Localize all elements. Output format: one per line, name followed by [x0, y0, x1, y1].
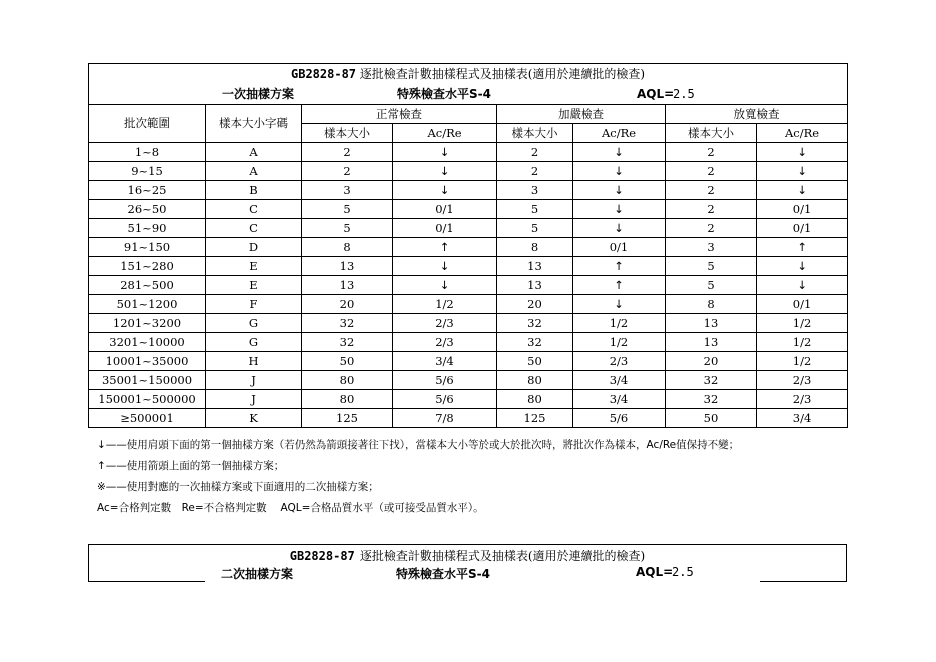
cell-normal-size: 20: [302, 295, 393, 314]
table-row: [89, 200, 848, 219]
cell-code-letter: A: [206, 162, 302, 181]
cell-batch-range: 9~15: [89, 162, 206, 181]
cell-reduced-acre: ↓: [757, 276, 848, 295]
header-normal: 正常檢查: [302, 105, 497, 124]
table-row: [89, 409, 848, 428]
table-row: [89, 390, 848, 409]
cell-reduced-acre: 1/2: [757, 333, 848, 352]
note-reference-mark: ※——使用對應的一次抽樣方案或下面適用的二次抽樣方案；: [97, 481, 379, 493]
cell-tightened-size: 13: [497, 257, 573, 276]
cell-batch-range: 1~8: [89, 143, 206, 162]
cell-reduced-acre: 3/4: [757, 409, 848, 428]
cell-normal-size: 13: [302, 276, 393, 295]
cell-normal-size: 80: [302, 390, 393, 409]
table-single-plan: [88, 63, 848, 428]
cell-batch-range: 35001~150000: [89, 371, 206, 390]
note-up-arrow: ↑——使用箭頭上面的第一個抽樣方案；: [97, 460, 285, 472]
cell-batch-range: 91~150: [89, 238, 206, 257]
cell-normal-acre: 2/3: [393, 314, 497, 333]
header-tightened: 加嚴檢查: [497, 105, 666, 124]
cell-reduced-size: 5: [666, 276, 757, 295]
cell-tightened-acre: ↓: [573, 200, 666, 219]
cell-batch-range: 501~1200: [89, 295, 206, 314]
cell-normal-size: 2: [302, 162, 393, 181]
table2-title: [88, 544, 847, 564]
table-body: [89, 143, 848, 428]
cell-reduced-size: 2: [666, 219, 757, 238]
cell-normal-size: 8: [302, 238, 393, 257]
cell-code-letter: C: [206, 200, 302, 219]
table2-standard-code: GB2828-87: [289, 549, 355, 563]
table2-inspection-level: 特殊檢查水平S-4: [396, 567, 490, 581]
table-row: [89, 314, 848, 333]
table-title: [89, 64, 848, 86]
inspection-level: 特殊檢查水平S-4: [397, 87, 491, 101]
cell-tightened-acre: ↓: [573, 181, 666, 200]
cell-normal-acre: 7/8: [393, 409, 497, 428]
cell-batch-range: 151~280: [89, 257, 206, 276]
cell-reduced-size: 5: [666, 257, 757, 276]
table-row: [89, 181, 848, 200]
cell-normal-size: 5: [302, 219, 393, 238]
cell-reduced-size: 2: [666, 200, 757, 219]
cell-reduced-size: 8: [666, 295, 757, 314]
table-row: [89, 352, 848, 371]
cell-normal-acre: 0/1: [393, 219, 497, 238]
cell-tightened-size: 125: [497, 409, 573, 428]
header-reduced-size: 樣本大小: [666, 124, 757, 143]
cell-normal-acre: 3/4: [393, 352, 497, 371]
sampling-table-double: [88, 544, 847, 583]
cell-reduced-size: 3: [666, 238, 757, 257]
header-batch-range: 批次範圍: [89, 105, 206, 143]
header-reduced-acre: Ac/Re: [757, 124, 848, 143]
cell-reduced-size: 50: [666, 409, 757, 428]
cell-tightened-acre: 3/4: [573, 390, 666, 409]
cell-tightened-acre: 1/2: [573, 314, 666, 333]
table2-right-border: [846, 563, 847, 582]
cell-reduced-acre: 0/1: [757, 200, 848, 219]
cell-reduced-size: 2: [666, 143, 757, 162]
aql-value: 2.5: [673, 87, 695, 101]
cell-reduced-acre: ↓: [757, 257, 848, 276]
cell-tightened-size: 80: [497, 390, 573, 409]
cell-normal-size: 50: [302, 352, 393, 371]
cell-normal-size: 2: [302, 143, 393, 162]
cell-batch-range: 51~90: [89, 219, 206, 238]
cell-code-letter: E: [206, 276, 302, 295]
cell-normal-size: 13: [302, 257, 393, 276]
header-reduced: 放寬檢查: [666, 105, 848, 124]
cell-reduced-size: 32: [666, 390, 757, 409]
cell-tightened-size: 20: [497, 295, 573, 314]
cell-tightened-acre: 3/4: [573, 371, 666, 390]
cell-tightened-acre: ↓: [573, 219, 666, 238]
table2-title-text: 逐批檢查計數抽樣程式及抽樣表(適用於連續批的檢查): [359, 549, 646, 563]
cell-reduced-acre: ↓: [757, 181, 848, 200]
cell-reduced-size: 2: [666, 181, 757, 200]
plan-type: 一次抽樣方案: [222, 87, 295, 101]
table2-left-border: [88, 563, 89, 582]
cell-reduced-acre: 2/3: [757, 371, 848, 390]
table-row: [89, 238, 848, 257]
cell-tightened-size: 3: [497, 181, 573, 200]
cell-tightened-size: 5: [497, 219, 573, 238]
cell-normal-acre: ↓: [393, 276, 497, 295]
cell-tightened-acre: 1/2: [573, 333, 666, 352]
cell-code-letter: G: [206, 333, 302, 352]
sampling-table-single: [88, 63, 847, 428]
table-row: [89, 295, 848, 314]
header-tightened-size: 樣本大小: [497, 124, 573, 143]
cell-normal-acre: 1/2: [393, 295, 497, 314]
cell-code-letter: H: [206, 352, 302, 371]
cell-tightened-acre: ↑: [573, 257, 666, 276]
table2-underline-left: [88, 581, 205, 582]
cell-tightened-acre: 2/3: [573, 352, 666, 371]
cell-tightened-size: 32: [497, 333, 573, 352]
cell-reduced-size: 2: [666, 162, 757, 181]
cell-normal-acre: 2/3: [393, 333, 497, 352]
header-tightened-acre: Ac/Re: [573, 124, 666, 143]
cell-reduced-size: 32: [666, 371, 757, 390]
cell-tightened-acre: 5/6: [573, 409, 666, 428]
cell-tightened-acre: ↓: [573, 143, 666, 162]
cell-reduced-acre: 0/1: [757, 219, 848, 238]
table-title-text: 逐批檢查計數抽樣程式及抽樣表(適用於連續批的檢查): [359, 67, 646, 81]
cell-reduced-acre: ↓: [757, 143, 848, 162]
table-row: [89, 162, 848, 181]
table2-aql-label: AQL=: [636, 565, 674, 579]
cell-reduced-size: 13: [666, 314, 757, 333]
table-subtitle: [89, 85, 848, 105]
cell-batch-range: 16~25: [89, 181, 206, 200]
cell-normal-acre: 5/6: [393, 371, 497, 390]
cell-reduced-acre: 2/3: [757, 390, 848, 409]
cell-normal-acre: ↑: [393, 238, 497, 257]
cell-reduced-size: 20: [666, 352, 757, 371]
cell-reduced-acre: ↑: [757, 238, 848, 257]
cell-tightened-size: 5: [497, 200, 573, 219]
aql-label: AQL=: [637, 87, 675, 101]
cell-batch-range: 10001~35000: [89, 352, 206, 371]
header-normal-acre: Ac/Re: [393, 124, 497, 143]
cell-batch-range: 1201~3200: [89, 314, 206, 333]
cell-code-letter: K: [206, 409, 302, 428]
cell-normal-acre: ↓: [393, 143, 497, 162]
cell-code-letter: J: [206, 390, 302, 409]
table-row: [89, 257, 848, 276]
cell-tightened-size: 80: [497, 371, 573, 390]
standard-code: GB2828-87: [291, 67, 357, 81]
note-abbreviations: Ac=合格判定數 Re=不合格判定數 AQL=合格品質水平（或可接受品質水平）。: [97, 502, 484, 514]
cell-normal-size: 32: [302, 314, 393, 333]
cell-code-letter: F: [206, 295, 302, 314]
cell-reduced-size: 13: [666, 333, 757, 352]
cell-normal-size: 125: [302, 409, 393, 428]
cell-tightened-acre: ↓: [573, 162, 666, 181]
notes: [97, 438, 739, 522]
cell-tightened-size: 2: [497, 162, 573, 181]
cell-reduced-acre: ↓: [757, 162, 848, 181]
table-row: [89, 276, 848, 295]
table-row: [89, 219, 848, 238]
cell-code-letter: J: [206, 371, 302, 390]
cell-reduced-acre: 1/2: [757, 352, 848, 371]
cell-tightened-size: 2: [497, 143, 573, 162]
table-row: [89, 333, 848, 352]
cell-normal-acre: ↓: [393, 162, 497, 181]
table2-underline-right: [760, 581, 847, 582]
cell-code-letter: B: [206, 181, 302, 200]
cell-reduced-acre: 0/1: [757, 295, 848, 314]
cell-normal-size: 5: [302, 200, 393, 219]
cell-code-letter: A: [206, 143, 302, 162]
cell-normal-size: 80: [302, 371, 393, 390]
table2-aql-value: 2.5: [672, 565, 694, 579]
cell-tightened-size: 50: [497, 352, 573, 371]
cell-code-letter: G: [206, 314, 302, 333]
cell-normal-size: 3: [302, 181, 393, 200]
cell-normal-size: 32: [302, 333, 393, 352]
table-row: [89, 143, 848, 162]
header-normal-size: 樣本大小: [302, 124, 393, 143]
cell-normal-acre: 5/6: [393, 390, 497, 409]
cell-code-letter: C: [206, 219, 302, 238]
cell-tightened-acre: ↑: [573, 276, 666, 295]
cell-tightened-size: 32: [497, 314, 573, 333]
header-code-letter: 樣本大小字碼: [206, 105, 302, 143]
cell-tightened-size: 13: [497, 276, 573, 295]
cell-batch-range: 281~500: [89, 276, 206, 295]
cell-normal-acre: 0/1: [393, 200, 497, 219]
cell-tightened-acre: 0/1: [573, 238, 666, 257]
cell-batch-range: ≥500001: [89, 409, 206, 428]
cell-code-letter: E: [206, 257, 302, 276]
cell-tightened-size: 8: [497, 238, 573, 257]
cell-normal-acre: ↓: [393, 257, 497, 276]
cell-batch-range: 150001~500000: [89, 390, 206, 409]
cell-reduced-acre: 1/2: [757, 314, 848, 333]
table2-plan-type: 二次抽樣方案: [221, 567, 294, 581]
cell-normal-acre: ↓: [393, 181, 497, 200]
cell-tightened-acre: ↓: [573, 295, 666, 314]
cell-batch-range: 3201~10000: [89, 333, 206, 352]
note-down-arrow: ↓——使用肩頭下面的第一個抽樣方案（若仍然為箭頭接著往下找），當樣本大小等於或大於批次時，將批次作為樣本，Ac/Re值保持不變；: [97, 439, 740, 451]
cell-code-letter: D: [206, 238, 302, 257]
table-row: [89, 371, 848, 390]
cell-batch-range: 26~50: [89, 200, 206, 219]
